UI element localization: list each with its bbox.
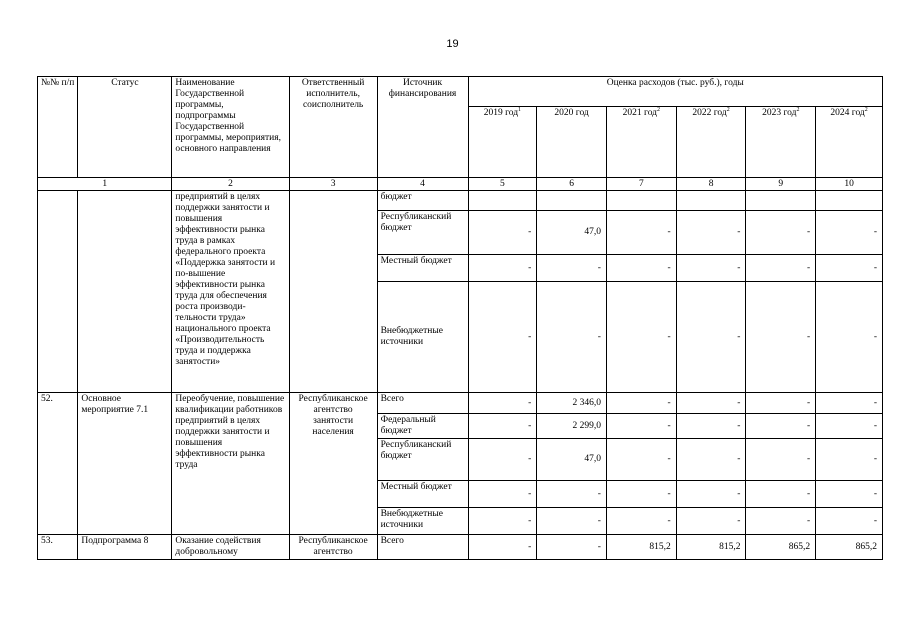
value-cell: - — [676, 439, 746, 481]
column-index-row — [38, 178, 883, 191]
source-cell: Республиканский бюджет — [377, 211, 468, 255]
table-row — [38, 393, 883, 414]
value-cell: - — [816, 255, 883, 282]
header-year-2019: 2019 год$^1$ — [468, 107, 537, 178]
value-cell: - — [468, 393, 537, 414]
value-cell: - — [746, 255, 816, 282]
value-cell: - — [676, 282, 746, 393]
value-cell — [676, 191, 746, 211]
header-row — [38, 77, 883, 107]
value-cell: - — [746, 393, 816, 414]
header-year-2020: 2020 год — [537, 107, 607, 178]
value-cell: - — [816, 508, 883, 535]
value-cell: - — [606, 414, 676, 439]
index-cell: 5 — [468, 178, 537, 191]
value-cell: - — [676, 255, 746, 282]
index-cell: 8 — [676, 178, 746, 191]
value-cell: 47,0 — [537, 211, 607, 255]
value-cell: - — [816, 481, 883, 508]
value-cell: - — [468, 439, 537, 481]
header-year-2024: 2024 год$^2$ — [816, 107, 883, 178]
value-cell: - — [537, 508, 607, 535]
value-cell: - — [816, 439, 883, 481]
executor-cell — [289, 191, 377, 393]
table-row — [38, 535, 883, 560]
source-cell: бюджет — [377, 191, 468, 211]
value-cell: - — [468, 535, 537, 560]
value-cell — [816, 191, 883, 211]
value-cell: - — [537, 282, 607, 393]
value-cell: - — [606, 282, 676, 393]
num-cell: 53. — [38, 535, 78, 560]
value-cell: 865,2 — [816, 535, 883, 560]
value-cell: - — [746, 414, 816, 439]
value-cell: - — [746, 211, 816, 255]
header-num: №№ п/п — [38, 77, 78, 178]
value-cell — [746, 191, 816, 211]
status-cell: Основное мероприятие 7.1 — [78, 393, 172, 535]
value-cell: - — [606, 439, 676, 481]
value-cell: - — [676, 211, 746, 255]
source-cell: Всего — [377, 535, 468, 560]
num-cell: 52. — [38, 393, 78, 535]
value-cell: - — [606, 508, 676, 535]
value-cell: - — [537, 481, 607, 508]
index-cell: 7 — [606, 178, 676, 191]
header-name: Наименование Государственной программы, подпрограммы Государственной программы, мероприятия, основного направления — [172, 77, 289, 178]
executor-cell: Республиканское агентство — [289, 535, 377, 560]
name-cell: Переобучение, повышение квалификации работников предприятий в целях поддержки занятости и повышения эффективности рынка труда — [172, 393, 289, 535]
value-cell: - — [606, 481, 676, 508]
index-cell: 3 — [289, 178, 377, 191]
name-cell: предприятий в целях поддержки занятости и повышения эффективности рынка труда в рамках федерального проекта «Поддержка занятости и по-вышение эффективности рынка труда для обеспечения роста производи-тельности труда» национального проекта «Производительность труда и поддержка занятости» — [172, 191, 289, 393]
name-cell: Оказание содействия добровольному — [172, 535, 289, 560]
value-cell: - — [606, 393, 676, 414]
header-year-2022: 2022 год$^2$ — [676, 107, 746, 178]
source-cell: Всего — [377, 393, 468, 414]
value-cell: - — [816, 211, 883, 255]
executor-cell: Республиканское агентство занятости населения — [289, 393, 377, 535]
header-status: Статус — [78, 77, 172, 178]
value-cell — [537, 191, 607, 211]
value-cell: - — [816, 282, 883, 393]
value-cell: - — [468, 508, 537, 535]
header-executor: Ответственный исполнитель, соисполнитель — [289, 77, 377, 178]
page-number: 19 — [446, 38, 459, 50]
value-cell: - — [746, 282, 816, 393]
value-cell: - — [746, 508, 816, 535]
value-cell: - — [606, 255, 676, 282]
value-cell: - — [468, 481, 537, 508]
header-year-2021: 2021 год$^2$ — [606, 107, 676, 178]
expenses-table — [37, 76, 883, 560]
value-cell: - — [468, 255, 537, 282]
value-cell — [606, 191, 676, 211]
value-cell: - — [537, 535, 607, 560]
value-cell: - — [746, 439, 816, 481]
value-cell: - — [816, 393, 883, 414]
value-cell: - — [468, 211, 537, 255]
index-cell: 10 — [816, 178, 883, 191]
source-cell: Внебюджетные источники — [377, 282, 468, 393]
value-cell: 47,0 — [537, 439, 607, 481]
num-cell — [38, 191, 78, 393]
index-cell: 2 — [172, 178, 289, 191]
value-cell: - — [468, 414, 537, 439]
value-cell: - — [676, 414, 746, 439]
value-cell: - — [468, 282, 537, 393]
index-cell: 4 — [377, 178, 468, 191]
index-cell: 9 — [746, 178, 816, 191]
value-cell: - — [676, 393, 746, 414]
value-cell: 2 346,0 — [537, 393, 607, 414]
source-cell: Федеральный бюджет — [377, 414, 468, 439]
value-cell — [468, 191, 537, 211]
source-cell: Республиканский бюджет — [377, 439, 468, 481]
table-row — [38, 191, 883, 211]
status-cell: Подпрограмма 8 — [78, 535, 172, 560]
header-estimate: Оценка расходов (тыс. руб.), годы — [468, 77, 882, 107]
header-source: Источник финансирования — [377, 77, 468, 178]
header-year-2023: 2023 год$^2$ — [746, 107, 816, 178]
value-cell: - — [746, 481, 816, 508]
value-cell: 815,2 — [606, 535, 676, 560]
index-cell: 6 — [537, 178, 607, 191]
source-cell: Внебюджетные источники — [377, 508, 468, 535]
value-cell: 865,2 — [746, 535, 816, 560]
value-cell: 2 299,0 — [537, 414, 607, 439]
value-cell: - — [816, 414, 883, 439]
value-cell: - — [537, 255, 607, 282]
source-cell: Местный бюджет — [377, 481, 468, 508]
value-cell: - — [676, 481, 746, 508]
value-cell: 815,2 — [676, 535, 746, 560]
value-cell: - — [676, 508, 746, 535]
source-cell: Местный бюджет — [377, 255, 468, 282]
index-cell: 1 — [38, 178, 172, 191]
status-cell — [78, 191, 172, 393]
value-cell: - — [606, 211, 676, 255]
